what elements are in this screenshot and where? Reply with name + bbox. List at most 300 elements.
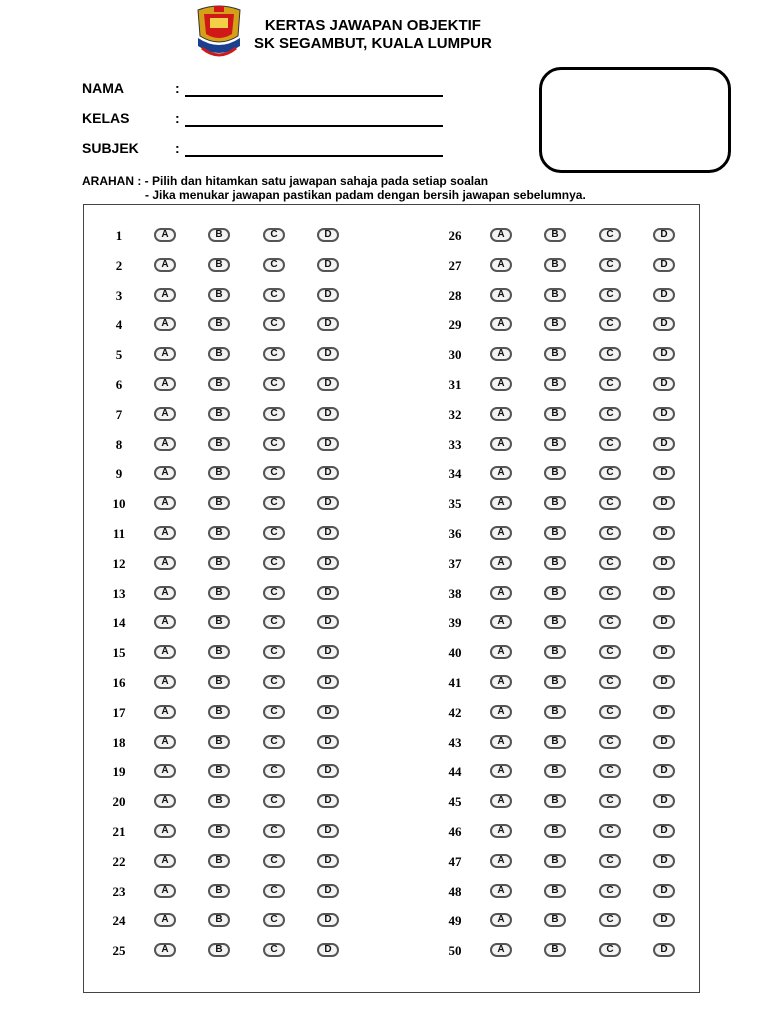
answer-bubble-c[interactable]: C bbox=[599, 258, 621, 272]
answer-bubble-b[interactable]: B bbox=[544, 407, 566, 421]
question-row bbox=[442, 524, 692, 544]
answer-bubble-a[interactable]: A bbox=[154, 794, 176, 808]
question-row bbox=[106, 792, 356, 812]
question-row bbox=[106, 494, 356, 514]
answer-bubble-a[interactable]: A bbox=[154, 615, 176, 629]
answer-bubble-d[interactable]: D bbox=[653, 258, 675, 272]
question-number: 34 bbox=[448, 466, 462, 482]
answer-bubble-c[interactable]: C bbox=[263, 705, 285, 719]
question-number: 30 bbox=[448, 347, 462, 363]
question-row bbox=[442, 315, 692, 335]
answer-bubble-c[interactable]: C bbox=[263, 943, 285, 957]
answer-bubble-c[interactable]: C bbox=[599, 913, 621, 927]
answer-bubble-d[interactable]: D bbox=[653, 288, 675, 302]
answer-bubble-a[interactable]: A bbox=[154, 258, 176, 272]
answer-bubble-b[interactable]: B bbox=[208, 645, 230, 659]
question-number: 33 bbox=[448, 436, 462, 452]
answer-bubble-d[interactable]: D bbox=[653, 675, 675, 689]
marks-box[interactable] bbox=[539, 67, 731, 173]
answer-bubble-d[interactable]: D bbox=[653, 884, 675, 898]
answer-bubble-c[interactable]: C bbox=[263, 258, 285, 272]
answer-bubble-c[interactable]: C bbox=[263, 675, 285, 689]
question-row bbox=[442, 703, 692, 723]
answer-bubble-c[interactable]: C bbox=[599, 377, 621, 391]
answer-bubble-c[interactable]: C bbox=[263, 466, 285, 480]
question-number: 23 bbox=[112, 883, 126, 899]
answer-bubble-c[interactable]: C bbox=[599, 794, 621, 808]
question-number: 21 bbox=[112, 824, 126, 839]
question-row bbox=[106, 762, 356, 782]
answer-bubble-d[interactable]: D bbox=[317, 586, 339, 600]
question-row bbox=[106, 226, 356, 246]
answer-bubble-c[interactable]: C bbox=[599, 854, 621, 868]
question-row bbox=[442, 911, 692, 931]
question-row bbox=[442, 435, 692, 455]
question-row bbox=[442, 882, 692, 902]
instruction-line-2: - Jika menukar jawapan pastikan padam dengan bersih jawapan sebelumnya. bbox=[145, 188, 586, 202]
answer-bubble-a[interactable]: A bbox=[154, 496, 176, 510]
answer-bubble-a[interactable]: A bbox=[490, 317, 512, 331]
answer-bubble-c[interactable]: C bbox=[599, 347, 621, 361]
question-row bbox=[442, 941, 692, 961]
answer-bubble-d[interactable]: D bbox=[653, 377, 675, 391]
answer-bubble-c[interactable]: C bbox=[599, 466, 621, 480]
instruction-line-1: ARAHAN : - Pilih dan hitamkan satu jawapan sahaja pada setiap soalan bbox=[82, 174, 489, 188]
answer-bubble-d[interactable]: D bbox=[317, 377, 339, 391]
answer-bubble-a[interactable]: A bbox=[490, 615, 512, 629]
nama-input-line[interactable] bbox=[185, 95, 443, 97]
answer-bubble-c[interactable]: C bbox=[263, 735, 285, 749]
question-number: 9 bbox=[115, 466, 123, 482]
answer-bubble-a[interactable]: A bbox=[154, 437, 176, 451]
question-number: 8 bbox=[115, 436, 123, 452]
answer-bubble-b[interactable]: B bbox=[208, 347, 230, 361]
answer-bubble-c[interactable]: C bbox=[599, 228, 621, 242]
answer-bubble-b[interactable]: B bbox=[544, 764, 566, 778]
question-number: 28 bbox=[448, 287, 462, 303]
answer-bubble-d[interactable]: D bbox=[317, 437, 339, 451]
answer-bubble-a[interactable]: A bbox=[490, 645, 512, 659]
field-label: NAMA bbox=[82, 80, 124, 96]
answer-bubble-b[interactable]: B bbox=[208, 884, 230, 898]
question-row bbox=[106, 375, 356, 395]
question-row bbox=[106, 584, 356, 604]
question-row bbox=[106, 256, 356, 276]
answer-bubble-b[interactable]: B bbox=[208, 705, 230, 719]
answer-bubble-d[interactable]: D bbox=[317, 526, 339, 540]
answer-bubble-a[interactable]: A bbox=[490, 347, 512, 361]
answer-bubble-b[interactable]: B bbox=[208, 228, 230, 242]
answer-bubble-d[interactable]: D bbox=[317, 824, 339, 838]
question-number: 3 bbox=[115, 287, 123, 303]
answer-bubble-d[interactable]: D bbox=[317, 645, 339, 659]
question-row bbox=[442, 464, 692, 484]
question-row bbox=[106, 852, 356, 872]
answer-bubble-b[interactable]: B bbox=[544, 705, 566, 719]
answer-bubble-c[interactable]: C bbox=[263, 824, 285, 838]
answer-bubble-d[interactable]: D bbox=[317, 943, 339, 957]
sheet-title bbox=[254, 17, 492, 53]
question-number: 31 bbox=[448, 377, 462, 392]
answer-bubble-a[interactable]: A bbox=[490, 288, 512, 302]
answer-bubble-b[interactable]: B bbox=[544, 675, 566, 689]
answer-bubble-d[interactable]: D bbox=[653, 764, 675, 778]
field-colon: : bbox=[175, 140, 180, 156]
answer-bubble-c[interactable]: C bbox=[263, 556, 285, 570]
question-row bbox=[106, 911, 356, 931]
answer-bubble-c[interactable]: C bbox=[599, 407, 621, 421]
answer-bubble-d[interactable]: D bbox=[653, 526, 675, 540]
answer-bubble-b[interactable]: B bbox=[544, 943, 566, 957]
answer-bubble-c[interactable]: C bbox=[263, 288, 285, 302]
answer-bubble-b[interactable]: B bbox=[208, 615, 230, 629]
answer-bubble-c[interactable]: C bbox=[599, 645, 621, 659]
question-row bbox=[106, 464, 356, 484]
answer-bubble-a[interactable]: A bbox=[490, 764, 512, 778]
question-row bbox=[442, 643, 692, 663]
question-number: 10 bbox=[112, 496, 126, 512]
answer-bubble-b[interactable]: B bbox=[208, 824, 230, 838]
answer-bubble-c[interactable]: C bbox=[599, 586, 621, 600]
answer-bubble-d[interactable]: D bbox=[317, 288, 339, 302]
answer-bubble-a[interactable]: A bbox=[490, 943, 512, 957]
answer-bubble-a[interactable]: A bbox=[154, 288, 176, 302]
answer-bubble-b[interactable]: B bbox=[208, 288, 230, 302]
answer-bubble-d[interactable]: D bbox=[653, 943, 675, 957]
question-row bbox=[106, 524, 356, 544]
answer-bubble-d[interactable]: D bbox=[317, 794, 339, 808]
answer-bubble-a[interactable]: A bbox=[490, 913, 512, 927]
question-row bbox=[106, 315, 356, 335]
answer-bubble-c[interactable]: C bbox=[263, 645, 285, 659]
question-row bbox=[106, 613, 356, 633]
answer-bubble-b[interactable]: B bbox=[208, 675, 230, 689]
answer-bubble-b[interactable]: B bbox=[544, 288, 566, 302]
answer-bubble-b[interactable]: B bbox=[544, 466, 566, 480]
answer-bubble-d[interactable]: D bbox=[317, 615, 339, 629]
answer-bubble-a[interactable]: A bbox=[154, 526, 176, 540]
field-label: KELAS bbox=[82, 110, 130, 126]
question-number: 17 bbox=[112, 704, 126, 720]
answer-bubble-a[interactable]: A bbox=[154, 735, 176, 749]
answer-bubble-c[interactable]: C bbox=[599, 288, 621, 302]
answer-bubble-d[interactable]: D bbox=[317, 675, 339, 689]
answer-bubble-c[interactable]: C bbox=[599, 496, 621, 510]
answer-bubble-c[interactable]: C bbox=[599, 884, 621, 898]
answer-grid bbox=[83, 204, 700, 993]
question-row bbox=[442, 256, 692, 276]
answer-bubble-a[interactable]: A bbox=[154, 317, 176, 331]
field-colon: : bbox=[175, 110, 180, 126]
answer-bubble-b[interactable]: B bbox=[208, 466, 230, 480]
answer-bubble-c[interactable]: C bbox=[263, 764, 285, 778]
answer-bubble-c[interactable]: C bbox=[263, 437, 285, 451]
answer-bubble-c[interactable]: C bbox=[263, 794, 285, 808]
question-row bbox=[442, 733, 692, 753]
question-number: 20 bbox=[112, 794, 126, 810]
answer-bubble-a[interactable]: A bbox=[490, 496, 512, 510]
answer-bubble-d[interactable]: D bbox=[317, 735, 339, 749]
answer-bubble-d[interactable]: D bbox=[317, 317, 339, 331]
question-number: 40 bbox=[448, 645, 462, 661]
answer-bubble-b[interactable]: B bbox=[544, 913, 566, 927]
answer-bubble-b[interactable]: B bbox=[208, 496, 230, 510]
answer-bubble-b[interactable]: B bbox=[208, 854, 230, 868]
field-label: SUBJEK bbox=[82, 140, 139, 156]
answer-bubble-c[interactable]: C bbox=[263, 228, 285, 242]
answer-bubble-b[interactable]: B bbox=[208, 556, 230, 570]
answer-bubble-a[interactable]: A bbox=[490, 407, 512, 421]
answer-bubble-a[interactable]: A bbox=[490, 437, 512, 451]
answer-bubble-c[interactable]: C bbox=[263, 615, 285, 629]
answer-bubble-a[interactable]: A bbox=[154, 586, 176, 600]
answer-bubble-d[interactable]: D bbox=[653, 854, 675, 868]
answer-bubble-a[interactable]: A bbox=[490, 884, 512, 898]
answer-bubble-a[interactable]: A bbox=[154, 764, 176, 778]
question-row bbox=[106, 822, 356, 842]
answer-bubble-b[interactable]: B bbox=[208, 258, 230, 272]
question-row bbox=[442, 822, 692, 842]
answer-bubble-a[interactable]: A bbox=[490, 675, 512, 689]
answer-bubble-b[interactable]: B bbox=[544, 347, 566, 361]
question-number: 2 bbox=[115, 257, 123, 273]
answer-bubble-b[interactable]: B bbox=[544, 526, 566, 540]
question-row bbox=[442, 405, 692, 425]
answer-bubble-d[interactable]: D bbox=[653, 913, 675, 927]
question-number: 12 bbox=[112, 555, 126, 571]
answer-bubble-c[interactable]: C bbox=[263, 586, 285, 600]
question-number: 27 bbox=[448, 257, 462, 273]
answer-bubble-d[interactable]: D bbox=[653, 735, 675, 749]
answer-bubble-d[interactable]: D bbox=[317, 407, 339, 421]
answer-bubble-c[interactable]: C bbox=[263, 407, 285, 421]
answer-bubble-d[interactable]: D bbox=[317, 764, 339, 778]
answer-bubble-a[interactable]: A bbox=[154, 824, 176, 838]
answer-bubble-d[interactable]: D bbox=[653, 496, 675, 510]
answer-bubble-b[interactable]: B bbox=[544, 854, 566, 868]
answer-bubble-b[interactable]: B bbox=[208, 437, 230, 451]
answer-bubble-c[interactable]: C bbox=[599, 764, 621, 778]
answer-bubble-d[interactable]: D bbox=[653, 794, 675, 808]
question-row bbox=[106, 435, 356, 455]
answer-bubble-a[interactable]: A bbox=[490, 228, 512, 242]
answer-bubble-b[interactable]: B bbox=[208, 943, 230, 957]
answer-bubble-b[interactable]: B bbox=[544, 794, 566, 808]
answer-bubble-c[interactable]: C bbox=[263, 377, 285, 391]
answer-bubble-c[interactable]: C bbox=[263, 854, 285, 868]
answer-bubble-b[interactable]: B bbox=[544, 735, 566, 749]
answer-bubble-a[interactable]: A bbox=[154, 943, 176, 957]
answer-bubble-a[interactable]: A bbox=[490, 794, 512, 808]
instructions bbox=[82, 174, 586, 202]
question-row bbox=[106, 941, 356, 961]
question-number: 43 bbox=[448, 734, 462, 750]
question-number: 48 bbox=[448, 883, 462, 899]
answer-bubble-b[interactable]: B bbox=[544, 437, 566, 451]
answer-bubble-c[interactable]: C bbox=[599, 735, 621, 749]
answer-bubble-a[interactable]: A bbox=[154, 466, 176, 480]
answer-bubble-a[interactable]: A bbox=[154, 884, 176, 898]
answer-bubble-d[interactable]: D bbox=[317, 347, 339, 361]
answer-bubble-c[interactable]: C bbox=[263, 526, 285, 540]
answer-bubble-c[interactable]: C bbox=[599, 943, 621, 957]
question-row bbox=[106, 733, 356, 753]
question-number: 5 bbox=[115, 347, 123, 363]
answer-bubble-c[interactable]: C bbox=[599, 824, 621, 838]
answer-bubble-a[interactable]: A bbox=[154, 407, 176, 421]
question-number: 19 bbox=[112, 764, 126, 780]
answer-bubble-c[interactable]: C bbox=[599, 556, 621, 570]
answer-bubble-a[interactable]: A bbox=[490, 466, 512, 480]
answer-bubble-d[interactable]: D bbox=[317, 258, 339, 272]
answer-bubble-d[interactable]: D bbox=[317, 228, 339, 242]
answer-bubble-b[interactable]: B bbox=[544, 645, 566, 659]
question-row bbox=[106, 703, 356, 723]
answer-bubble-a[interactable]: A bbox=[490, 854, 512, 868]
answer-bubble-a[interactable]: A bbox=[154, 705, 176, 719]
question-number: 42 bbox=[448, 704, 462, 720]
answer-bubble-b[interactable]: B bbox=[544, 824, 566, 838]
question-number: 32 bbox=[448, 406, 462, 422]
answer-bubble-c[interactable]: C bbox=[263, 884, 285, 898]
answer-bubble-d[interactable]: D bbox=[653, 466, 675, 480]
question-row bbox=[106, 345, 356, 365]
answer-bubble-c[interactable]: C bbox=[599, 317, 621, 331]
question-number: 15 bbox=[112, 645, 126, 661]
answer-bubble-d[interactable]: D bbox=[653, 437, 675, 451]
question-number: 16 bbox=[112, 675, 126, 690]
answer-bubble-b[interactable]: B bbox=[208, 913, 230, 927]
question-row bbox=[106, 882, 356, 902]
answer-bubble-c[interactable]: C bbox=[599, 705, 621, 719]
question-row bbox=[442, 345, 692, 365]
answer-bubble-b[interactable]: B bbox=[208, 317, 230, 331]
question-row bbox=[106, 673, 356, 693]
answer-bubble-a[interactable]: A bbox=[490, 824, 512, 838]
answer-bubble-a[interactable]: A bbox=[490, 705, 512, 719]
answer-bubble-a[interactable]: A bbox=[154, 645, 176, 659]
question-row bbox=[442, 673, 692, 693]
answer-bubble-d[interactable]: D bbox=[653, 705, 675, 719]
question-number: 41 bbox=[448, 675, 462, 690]
answer-bubble-d[interactable]: D bbox=[653, 347, 675, 361]
question-row bbox=[106, 286, 356, 306]
answer-bubble-a[interactable]: A bbox=[154, 377, 176, 391]
question-number: 49 bbox=[448, 913, 462, 929]
answer-bubble-b[interactable]: B bbox=[208, 407, 230, 421]
question-row bbox=[442, 226, 692, 246]
question-number: 6 bbox=[115, 377, 123, 392]
answer-bubble-c[interactable]: C bbox=[599, 437, 621, 451]
answer-bubble-b[interactable]: B bbox=[544, 377, 566, 391]
question-number: 25 bbox=[112, 943, 126, 959]
answer-bubble-d[interactable]: D bbox=[317, 913, 339, 927]
answer-bubble-d[interactable]: D bbox=[317, 854, 339, 868]
answer-bubble-b[interactable]: B bbox=[544, 586, 566, 600]
answer-bubble-d[interactable]: D bbox=[653, 615, 675, 629]
answer-bubble-b[interactable]: B bbox=[544, 317, 566, 331]
question-number: 47 bbox=[448, 853, 462, 869]
answer-bubble-d[interactable]: D bbox=[317, 556, 339, 570]
answer-bubble-a[interactable]: A bbox=[490, 735, 512, 749]
question-row bbox=[106, 405, 356, 425]
question-number: 37 bbox=[448, 555, 462, 571]
answer-bubble-a[interactable]: A bbox=[154, 675, 176, 689]
question-number: 38 bbox=[448, 585, 462, 601]
answer-bubble-a[interactable]: A bbox=[154, 347, 176, 361]
answer-bubble-a[interactable]: A bbox=[154, 228, 176, 242]
answer-bubble-a[interactable]: A bbox=[490, 556, 512, 570]
answer-bubble-c[interactable]: C bbox=[599, 526, 621, 540]
answer-bubble-d[interactable]: D bbox=[653, 317, 675, 331]
question-number: 11 bbox=[112, 526, 126, 541]
answer-bubble-b[interactable]: B bbox=[544, 258, 566, 272]
question-row bbox=[442, 584, 692, 604]
answer-bubble-c[interactable]: C bbox=[599, 675, 621, 689]
answer-bubble-c[interactable]: C bbox=[263, 913, 285, 927]
answer-bubble-d[interactable]: D bbox=[317, 705, 339, 719]
answer-bubble-a[interactable]: A bbox=[154, 913, 176, 927]
answer-bubble-d[interactable]: D bbox=[653, 824, 675, 838]
answer-bubble-d[interactable]: D bbox=[653, 645, 675, 659]
answer-bubble-a[interactable]: A bbox=[490, 526, 512, 540]
answer-bubble-d[interactable]: D bbox=[653, 586, 675, 600]
answer-bubble-d[interactable]: D bbox=[317, 496, 339, 510]
answer-bubble-b[interactable]: B bbox=[208, 794, 230, 808]
question-row bbox=[442, 762, 692, 782]
kelas-input-line[interactable] bbox=[185, 125, 443, 127]
answer-bubble-a[interactable]: A bbox=[490, 258, 512, 272]
answer-bubble-c[interactable]: C bbox=[263, 317, 285, 331]
answer-bubble-b[interactable]: B bbox=[544, 615, 566, 629]
question-number: 35 bbox=[448, 496, 462, 512]
answer-bubble-b[interactable]: B bbox=[208, 377, 230, 391]
question-number: 18 bbox=[112, 734, 126, 750]
answer-bubble-b[interactable]: B bbox=[544, 556, 566, 570]
question-number: 50 bbox=[448, 943, 462, 959]
answer-bubble-d[interactable]: D bbox=[653, 407, 675, 421]
question-number: 29 bbox=[448, 317, 462, 333]
answer-bubble-d[interactable]: D bbox=[653, 556, 675, 570]
answer-bubble-d[interactable]: D bbox=[317, 884, 339, 898]
question-number: 46 bbox=[448, 824, 462, 839]
answer-bubble-b[interactable]: B bbox=[208, 764, 230, 778]
answer-bubble-a[interactable]: A bbox=[154, 854, 176, 868]
answer-bubble-b[interactable]: B bbox=[544, 496, 566, 510]
answer-bubble-c[interactable]: C bbox=[599, 615, 621, 629]
answer-bubble-d[interactable]: D bbox=[317, 466, 339, 480]
answer-bubble-a[interactable]: A bbox=[490, 377, 512, 391]
question-number: 22 bbox=[112, 853, 126, 869]
answer-bubble-a[interactable]: A bbox=[154, 556, 176, 570]
answer-bubble-b[interactable]: B bbox=[208, 735, 230, 749]
question-number: 39 bbox=[448, 615, 462, 631]
answer-bubble-c[interactable]: C bbox=[263, 496, 285, 510]
subjek-input-line[interactable] bbox=[185, 155, 443, 157]
answer-bubble-c[interactable]: C bbox=[263, 347, 285, 361]
answer-bubble-d[interactable]: D bbox=[653, 228, 675, 242]
answer-bubble-b[interactable]: B bbox=[208, 526, 230, 540]
question-number: 14 bbox=[112, 615, 126, 631]
answer-bubble-a[interactable]: A bbox=[490, 586, 512, 600]
question-number: 26 bbox=[448, 228, 462, 243]
question-row bbox=[442, 554, 692, 574]
answer-bubble-b[interactable]: B bbox=[544, 228, 566, 242]
question-row bbox=[442, 375, 692, 395]
answer-bubble-b[interactable]: B bbox=[208, 586, 230, 600]
answer-bubble-b[interactable]: B bbox=[544, 884, 566, 898]
question-number: 44 bbox=[448, 764, 462, 780]
